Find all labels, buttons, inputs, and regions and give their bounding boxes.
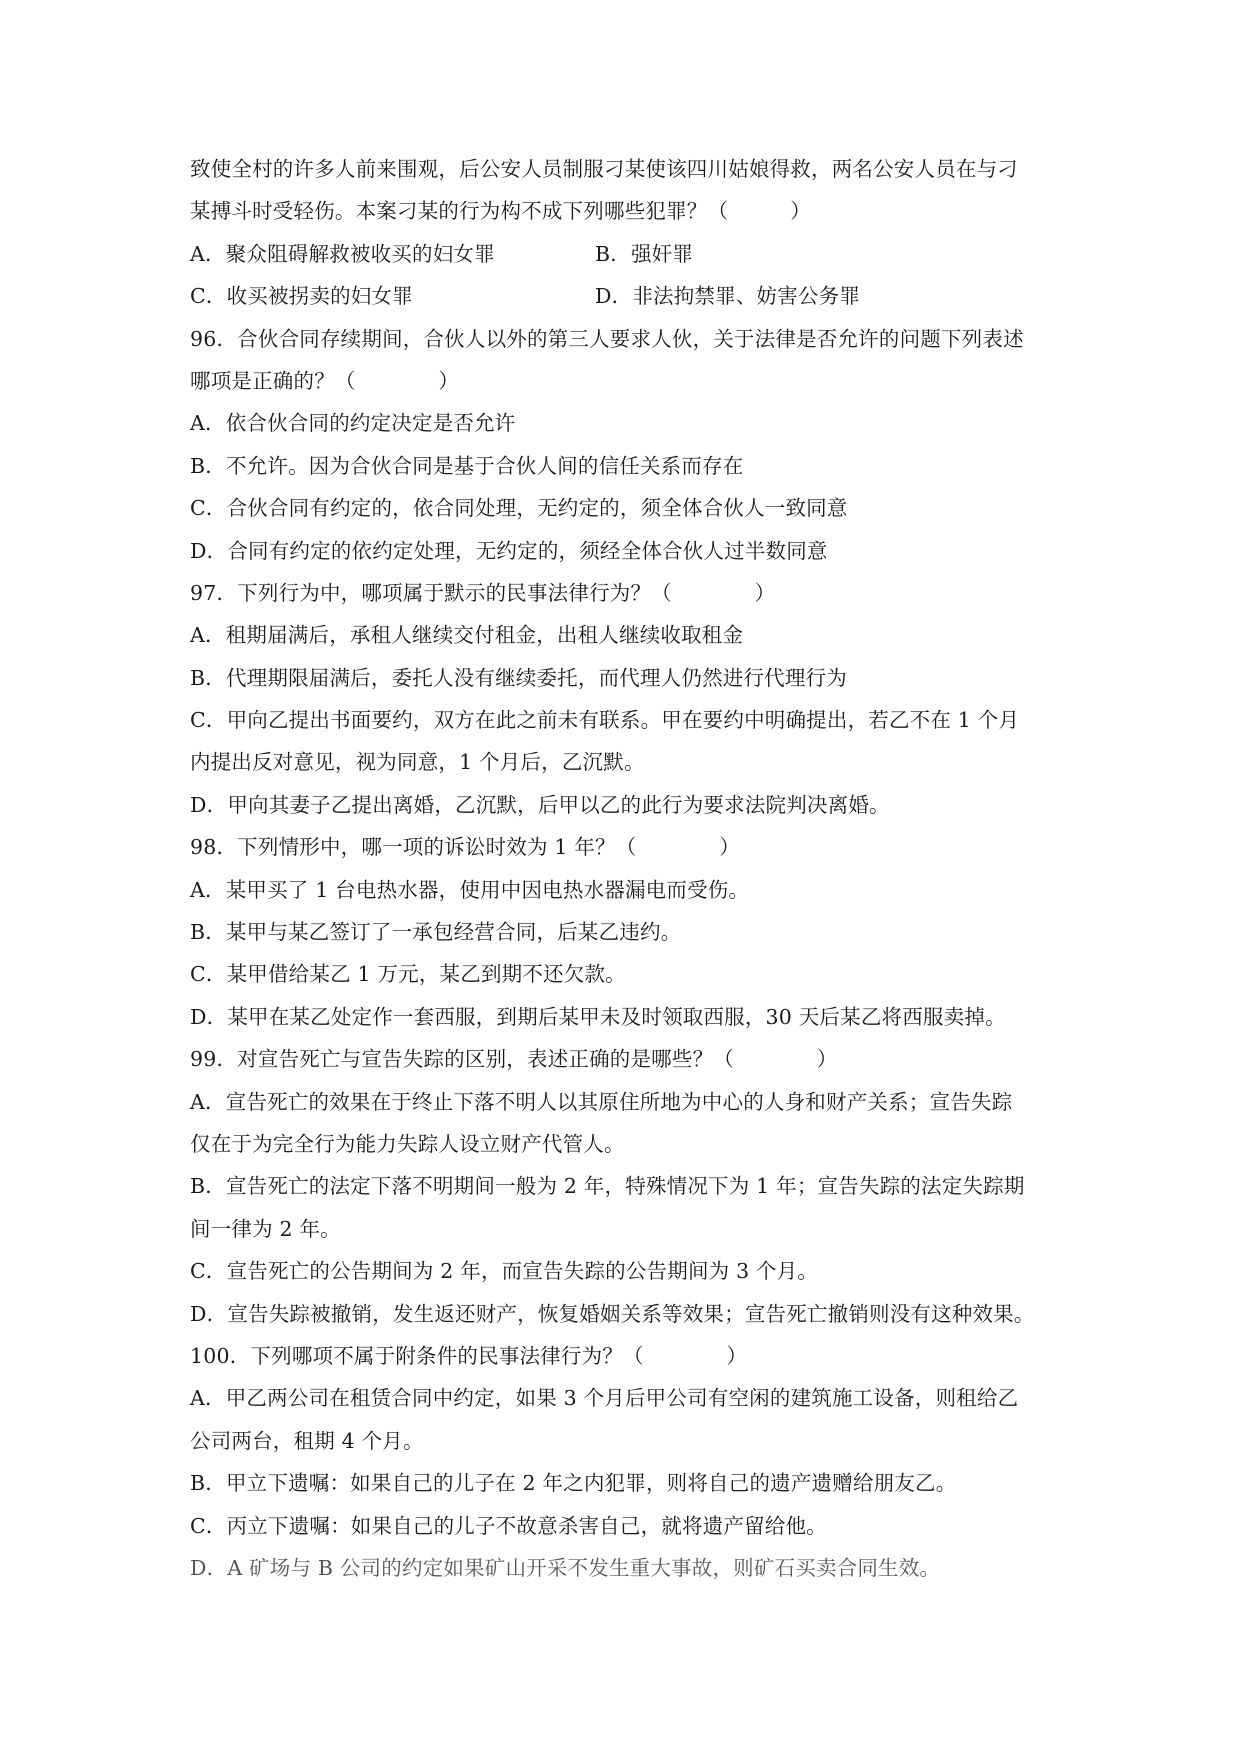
question-99-option-a-line-1: A．宣告死亡的效果在于终止下落不明人以其原住所地为中心的人身和财产关系；宣告失踪 bbox=[190, 1089, 1013, 1114]
question-97-option-c-line-2: 内提出反对意见，视为同意，1 个月后，乙沉默。 bbox=[190, 750, 645, 775]
question-95 bbox=[190, 148, 1070, 318]
question-99 bbox=[190, 1038, 1070, 1335]
question-96-option-a: A．依合伙合同的约定决定是否允许 bbox=[190, 411, 516, 436]
question-98-option-b: B．某甲与某乙签订了一承包经营合同，后某乙违约。 bbox=[190, 920, 682, 945]
question-99-option-b-line-1: B．宣告死亡的法定下落不明期间一般为 2 年，特殊情况下为 1 年；宣告失踪的法定失踪期 bbox=[190, 1174, 1025, 1199]
question-95-stem-line-1: 致使全村的许多人前来围观，后公安人员制服刁某使该四川姑娘得救，两名公安人员在与刁 bbox=[190, 157, 1018, 181]
question-95-options-row-1 bbox=[190, 233, 1070, 275]
question-96-stem-line-1: 96．合伙合同存续期间，合伙人以外的第三人要求人伙，关于法律是否允许的问题下列表述 bbox=[190, 326, 1024, 351]
question-95-options-row-2 bbox=[190, 275, 1070, 317]
question-97-option-c-line-1: C．甲向乙提出书面要约，双方在此之前未有联系。甲在要约中明确提出，若乙不在 1 个月 bbox=[190, 708, 1020, 733]
question-100-option-d: D．A 矿场与 B 公司的约定如果矿山开采不发生重大事故，则矿石买卖合同生效。 bbox=[190, 1555, 941, 1580]
question-99-option-b-line-2: 间一律为 2 年。 bbox=[190, 1216, 341, 1241]
question-100-option-c: C．丙立下遗嘱：如果自己的儿子不故意杀害自己，就将遗产留给他。 bbox=[190, 1513, 827, 1538]
question-97 bbox=[190, 572, 1070, 826]
question-96-option-d: D．合同有约定的依约定处理，无约定的，须经全体合伙人过半数同意 bbox=[190, 538, 828, 563]
question-96-option-b: B．不允许。因为合伙合同是基于合伙人间的信任关系而存在 bbox=[190, 453, 744, 478]
question-95-option-a: A．聚众阻碍解救被收买的妇女罪 bbox=[190, 241, 495, 266]
question-99-stem: 99．对宣告死亡与宣告失踪的区别，表述正确的是哪些？（ ） bbox=[190, 1047, 838, 1072]
question-95-option-b: B．强奸罪 bbox=[595, 241, 694, 266]
question-95-option-c: C．收买被拐卖的妇女罪 bbox=[190, 284, 413, 309]
question-96 bbox=[190, 318, 1070, 572]
question-97-option-d: D．甲向其妻子乙提出离婚，乙沉默，后甲以乙的此行为要求法院判决离婚。 bbox=[190, 792, 890, 817]
question-98-option-a: A．某甲买了 1 台电热水器，使用中因电热水器漏电而受伤。 bbox=[190, 877, 750, 902]
question-98-stem: 98．下列情形中，哪一项的诉讼时效为 1 年？（ ） bbox=[190, 835, 740, 860]
question-98-option-d: D．某甲在某乙处定作一套西服，到期后某甲未及时领取西服，30 天后某乙将西服卖掉。 bbox=[190, 1004, 1006, 1029]
question-95-stem-line-2: 某搏斗时受轻伤。本案刁某的行为构不成下列哪些犯罪？（ ） bbox=[190, 199, 811, 224]
question-98 bbox=[190, 826, 1070, 1038]
question-99-option-a-line-2: 仅在于为完全行为能力失踪人设立财产代管人。 bbox=[190, 1131, 625, 1156]
question-99-option-c: C．宣告死亡的公告期间为 2 年，而宣告失踪的公告期间为 3 个月。 bbox=[190, 1259, 819, 1284]
question-100 bbox=[190, 1335, 1070, 1589]
question-99-option-d: D．宣告失踪被撤销，发生返还财产，恢复婚姻关系等效果；宣告死亡撤销则没有这种效果。 bbox=[190, 1301, 1035, 1326]
question-96-stem-line-2: 哪项是正确的？（ ） bbox=[190, 368, 460, 393]
question-100-option-a-line-1: A．甲乙两公司在租赁合同中约定，如果 3 个月后甲公司有空闲的建筑施工设备，则租给乙 bbox=[190, 1386, 1019, 1411]
question-100-option-a-line-2: 公司两台，租期 4 个月。 bbox=[190, 1428, 424, 1453]
question-96-option-c: C．合伙合同有约定的，依合同处理，无约定的，须全体合伙人一致同意 bbox=[190, 496, 848, 521]
question-95-option-d: D．非法拘禁罪、妨害公务罪 bbox=[595, 284, 861, 309]
question-98-option-c: C．某甲借给某乙 1 万元，某乙到期不还欠款。 bbox=[190, 962, 626, 987]
question-97-option-a: A．租期届满后，承租人继续交付租金，出租人继续收取租金 bbox=[190, 623, 744, 648]
page-content bbox=[190, 148, 1070, 1589]
question-97-stem: 97．下列行为中，哪项属于默示的民事法律行为？（ ） bbox=[190, 580, 776, 605]
question-97-option-b: B．代理期限届满后，委托人没有继续委托，而代理人仍然进行代理行为 bbox=[190, 665, 847, 690]
question-100-option-b: B．甲立下遗嘱：如果自己的儿子在 2 年之内犯罪，则将自己的遗产遗赠给朋友乙。 bbox=[190, 1471, 957, 1496]
question-100-stem: 100．下列哪项不属于附条件的民事法律行为？（ ） bbox=[190, 1343, 748, 1368]
